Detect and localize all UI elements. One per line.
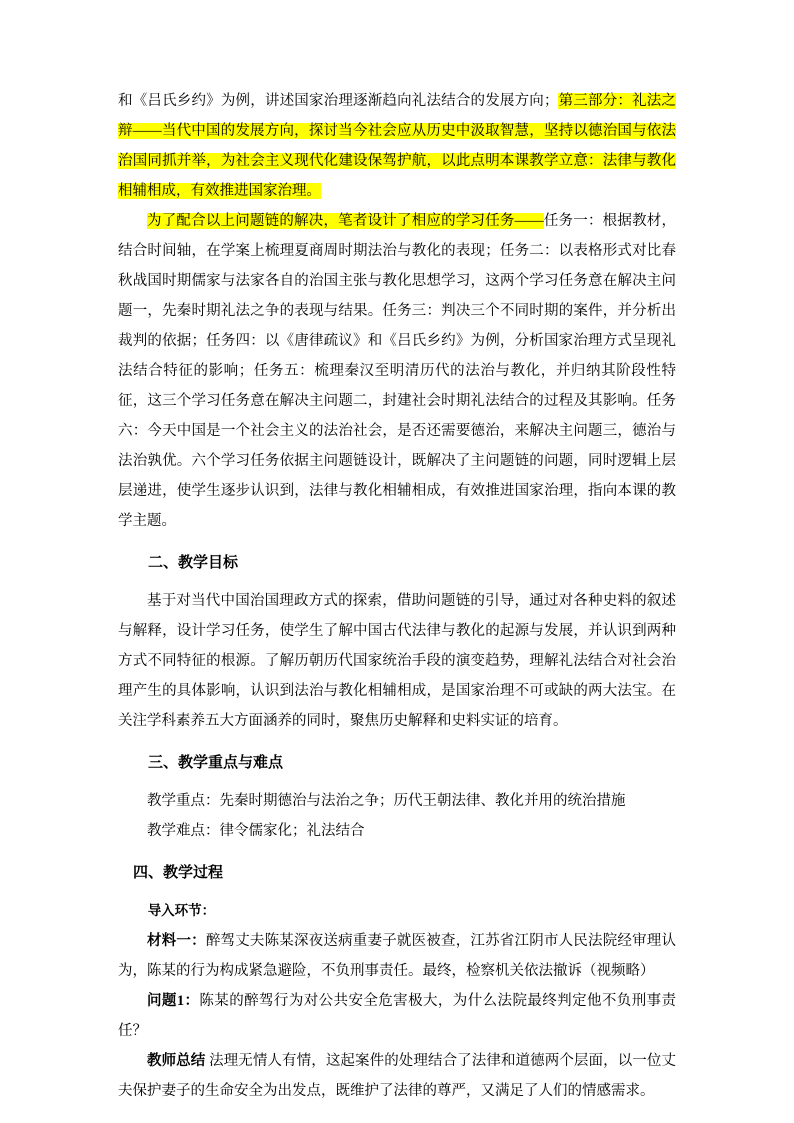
material-one-text: 醉驾丈夫陈某深夜送病重妻子就医被查，江苏省江阴市人民法院经审理认为，陈某的行为构成紧急避险，不负刑事责任。最终，检察机关依法撤诉（视频略） [118,933,677,979]
highlighted-text: 为了配合以上问题链的解决，笔者设计了相应的学习任务—— [147,213,544,229]
paragraph-learning-tasks [118,206,676,536]
question-one-text: 陈某的醉驾行为对公共安全危害极大，为什么法院最终判定他不负刑事责任？ [118,993,677,1039]
paragraph-teaching-difficulty: 教学难点：律令儒家化；礼法结合 [147,823,365,839]
body-text: 任务一：根据教材，结合时间轴，在学案上梳理夏商周时期法治与教化的表现；任务二：以表格形式对比春秋战国时期儒家与法家各自的治国主张与教化思想学习，这两个学习任务意在解决主问题一，先秦时期礼法之争的表现与结果。任务三：判决三个不同时期的案件，并分析出裁判的依据；任务四：以《唐律疏议》和《吕氏乡约》为例，分析国家治理方式呈现礼法结合特征的影响；任务五：梳理秦汉至明清历代的法治与教化，并归纳其阶段性特征，这三个学习任务意在解决主问题二，封建社会时期礼法结合的过程及其影响。任务六：今天中国是一个社会主义的法治社会，是否还需要德治，来解决主问题三，德治与法治孰优。六个学习任务依据主问题链设计，既解决了主问题链的问题，同时逻辑上层层递进，使学生逐步认识到，法律与教化相辅相成，有效推进国家治理，指向本课的教学主题。 [118,213,677,529]
heading-key-points: 三、教学重点与难点 [148,755,284,771]
paragraph-material-one [118,926,676,986]
teacher-summary-label: 教师总结 [147,1053,206,1069]
subheading-intro-stage: 导入环节： [147,903,216,918]
heading-teaching-goals: 二、教学目标 [148,555,239,571]
heading-teaching-process: 四、教学过程 [133,865,224,881]
paragraph-overview [118,86,676,206]
teacher-summary-text: 法理无情人有情，这起案件的处理结合了法律和道德两个层面，以一位丈夫保护妻子的生命安全为出发点，既维护了法律的尊严，又满足了人们的情感需求。 [118,1053,676,1099]
material-one-label: 材料一： [147,933,206,949]
paragraph-question-one [118,986,676,1046]
highlighted-text: 第三部分：礼法之辩——当代中国的发展方向，探讨当今社会应从历史中汲取智慧，坚持以德治国与依法治国同抓并举，为社会主义现代化建设保驾护航，以此点明本课教学立意：法律与教化相辅相成，有效推进国家治理。 [118,93,676,199]
paragraph-teaching-focus: 教学重点：先秦时期德治与法治之争；历代王朝法律、教化并用的统治措施 [147,793,626,809]
question-one-label: 问题1： [147,993,200,1009]
paragraph-teaching-goals: 基于对当代中国治国理政方式的探索，借助问题链的引导，通过对各种史料的叙述与解释，设计学习任务，使学生了解中国古代法律与教化的起源与发展，并认识到两种方式不同特征的根源。了解历朝历代国家统治手段的演变趋势，理解礼法结合对社会治理产生的具体影响，认识到法治与教化相辅相成，是国家治理不可或缺的两大法宝。在关注学科素养五大方面涵养的同时，聚焦历史解释和史料实证的培育。 [118,593,676,729]
paragraph-teacher-summary [118,1046,676,1106]
body-text: 和《吕氏乡约》为例，讲述国家治理逐渐趋向礼法结合的发展方向； [118,93,559,109]
